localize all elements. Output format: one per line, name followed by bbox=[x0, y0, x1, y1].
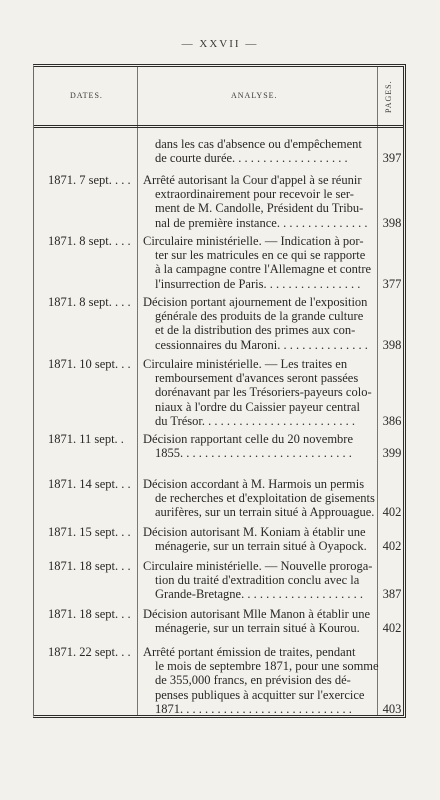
entry-line: Circulaire ministérielle. — Les traites en bbox=[143, 357, 348, 371]
entry-analyse bbox=[143, 477, 377, 520]
entry-line: Grande-Bretagne. . . . . . . . . . . . . . . . . . . . bbox=[155, 587, 363, 602]
entry-line: ménagerie, sur un terrain situé à Kourou. bbox=[155, 621, 360, 636]
entry-analyse bbox=[143, 173, 377, 230]
entry-analyse bbox=[143, 432, 377, 460]
entry-line: remboursement d'avances seront passées bbox=[155, 371, 359, 386]
entry-page: 399 bbox=[382, 446, 402, 461]
entry-line: du Trésor. . . . . . . . . . . . . . . . . . . . . . . . . bbox=[155, 413, 356, 428]
entry-line: Arrêté portant émission de traites, pendant bbox=[143, 645, 356, 659]
entry-analyse bbox=[143, 234, 377, 291]
entry-analyse bbox=[143, 645, 377, 716]
entry-page: 397 bbox=[382, 151, 402, 166]
entry-line: Décision autorisant Mlle Manon à établir une bbox=[143, 607, 371, 621]
entry-page: 402 bbox=[382, 539, 402, 554]
entry-date: 1871. 8 sept. . . . bbox=[48, 234, 131, 248]
entry-line: aurifères, sur un terrain situé à Approuague. bbox=[155, 505, 375, 520]
entry-line: nal de première instance. . . . . . . . . . . . . . . bbox=[155, 215, 368, 230]
entry-line: extraordinairement pour recevoir le ser- bbox=[155, 187, 354, 202]
entry-date: 1871. 8 sept. . . . bbox=[48, 295, 131, 309]
entry-line: et de la distribution des primes aux con- bbox=[155, 323, 356, 338]
entry-line: ter sur les matricules en ce qui se rapporte bbox=[155, 248, 366, 263]
entry-date: 1871. 18 sept. . . bbox=[48, 607, 131, 621]
entry-line: Circulaire ministérielle. — Nouvelle proroga- bbox=[143, 559, 373, 573]
column-header-dates: DATES. bbox=[70, 91, 103, 100]
entry-date: 1871. 22 sept. . . bbox=[48, 645, 131, 659]
entry-date: 1871. 10 sept. . . bbox=[48, 357, 131, 371]
entry-page: 403 bbox=[382, 701, 402, 716]
entry-line: Décision rapportant celle du 20 novembre bbox=[143, 432, 353, 446]
entry-line: dans les cas d'absence ou d'empêchement bbox=[155, 137, 362, 151]
entry-analyse bbox=[143, 607, 377, 635]
entry-analyse bbox=[143, 559, 377, 602]
index-table bbox=[33, 64, 406, 718]
page-number: — XXVII — bbox=[181, 38, 259, 50]
column-header-analyse: ANALYSE. bbox=[231, 91, 278, 100]
entry-page: 386 bbox=[382, 413, 402, 428]
entry-date: 1871. 15 sept. . . bbox=[48, 525, 131, 539]
entry-line: penses publiques à acquitter sur l'exercice bbox=[155, 687, 365, 702]
entry-date: 1871. 11 sept. . bbox=[48, 432, 124, 446]
entry-page: 398 bbox=[382, 337, 402, 352]
entry-line: tion du traité d'extradition conclu avec la bbox=[155, 573, 360, 588]
entry-date: 1871. 14 sept. . . bbox=[48, 477, 131, 491]
entry-line: l'insurrection de Paris. . . . . . . . . . . . . . . . bbox=[155, 276, 361, 291]
entry-page: 402 bbox=[382, 621, 402, 636]
entry-page: 377 bbox=[382, 276, 402, 291]
entry-line: 1855. . . . . . . . . . . . . . . . . . . . . . . . . . . . bbox=[155, 446, 352, 461]
header-rule bbox=[34, 125, 403, 128]
entry-page: 402 bbox=[382, 505, 402, 520]
entry-analyse bbox=[143, 357, 377, 428]
column-divider-pages bbox=[377, 67, 378, 715]
entry-line: Décision autorisant M. Koniam à établir une bbox=[143, 525, 366, 539]
entry-line: de recherches et d'exploitation de gisements bbox=[155, 491, 375, 506]
column-header-pages: PAGES. bbox=[384, 80, 393, 114]
entry-line: de courte durée. . . . . . . . . . . . . . . . . . . bbox=[155, 151, 348, 166]
column-divider-dates bbox=[137, 67, 138, 715]
entry-page: 387 bbox=[382, 587, 402, 602]
entry-line: ménagerie, sur un terrain situé à Oyapock. bbox=[155, 539, 367, 554]
entry-line: Décision portant ajournement de l'exposition bbox=[143, 295, 368, 309]
entry-analyse bbox=[143, 295, 377, 352]
entry-page: 398 bbox=[382, 215, 402, 230]
entry-line: ment de M. Candolle, Président du Tribu- bbox=[155, 201, 364, 216]
entry-date: 1871. 18 sept. . . bbox=[48, 559, 131, 573]
entry-line: Circulaire ministérielle. — Indication à por- bbox=[143, 234, 364, 248]
entry-line: Arrêté autorisant la Cour d'appel à se réunir bbox=[143, 173, 362, 187]
entry-analyse bbox=[143, 137, 377, 165]
entry-line: Décision accordant à M. Harmois un permis bbox=[143, 477, 365, 491]
entry-line: le mois de septembre 1871, pour une somme bbox=[155, 659, 379, 674]
entry-line: de 355,000 francs, en prévision des dé- bbox=[155, 673, 351, 688]
entry-line: dorénavant par les Trésoriers-payeurs colo- bbox=[155, 385, 372, 400]
entry-date: 1871. 7 sept. . . . bbox=[48, 173, 131, 187]
entry-line: 1871. . . . . . . . . . . . . . . . . . . . . . . . . . . . bbox=[155, 701, 352, 716]
entry-line: générale des produits de la grande culture bbox=[155, 309, 364, 324]
entry-line: à la campagne contre l'Allemagne et contre bbox=[155, 262, 372, 277]
entry-line: niaux à l'ordre du Caissier payeur central bbox=[155, 399, 360, 414]
entry-analyse bbox=[143, 525, 377, 553]
entry-line: cessionnaires du Maroni. . . . . . . . . . . . . . . bbox=[155, 337, 368, 352]
